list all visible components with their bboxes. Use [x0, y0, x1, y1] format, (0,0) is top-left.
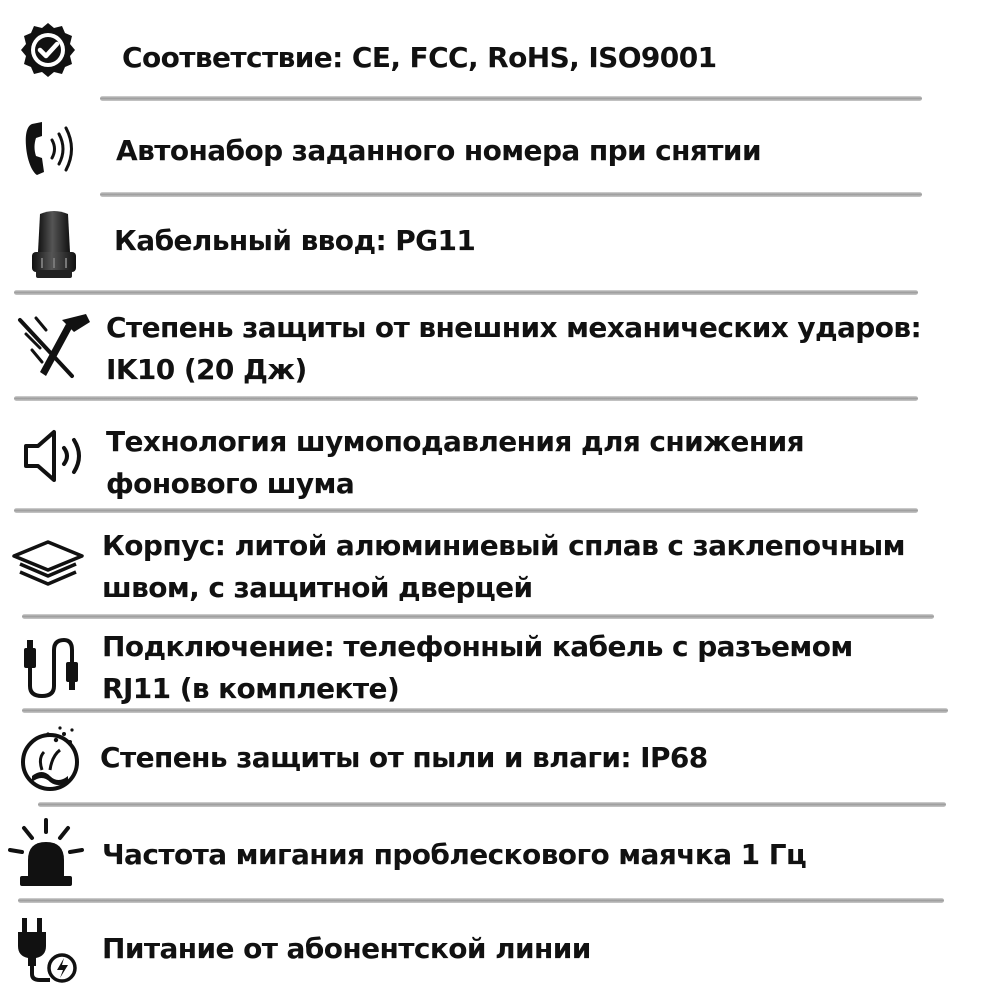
feature-text: Кабельный ввод: PG11 [114, 224, 476, 257]
feature-text: Питание от абонентской линии [102, 932, 591, 965]
feature-row-beacon-frequency [0, 806, 1000, 902]
feature-text-line2: IK10 (20 Дж) [106, 353, 307, 386]
feature-row-impact-protection [0, 296, 1000, 400]
cable-gland-icon [28, 208, 80, 280]
feature-text: Автонабор заданного номера при снятии [116, 134, 761, 167]
feature-row-certification [0, 0, 1000, 100]
hammer-impact-icon [16, 310, 96, 382]
phone-ringing-icon [22, 118, 82, 180]
feature-row-auto-dial [0, 100, 1000, 196]
speaker-icon [22, 426, 94, 486]
feature-text-line1: Корпус: литой алюминиевый сплав с заклепочным [102, 529, 905, 562]
feature-text-line1: Степень защиты от внешних механических ударов: [106, 311, 922, 344]
divider [14, 290, 918, 295]
dust-water-icon [16, 724, 86, 794]
feature-text-line2: швом, с защитной дверцей [102, 571, 533, 604]
feature-row-power [0, 902, 1000, 991]
power-plug-icon [16, 914, 82, 984]
feature-text-line2: RJ11 (в комплекте) [102, 672, 400, 705]
feature-row-noise-reduction [0, 400, 1000, 510]
feature-row-cable-gland [0, 196, 1000, 296]
check-badge-icon [18, 20, 78, 80]
beacon-light-icon [6, 816, 86, 890]
feature-text: Частота мигания проблескового маячка 1 Гц [102, 838, 807, 871]
feature-text-line2: фонового шума [106, 467, 355, 500]
feature-text-line1: Технология шумоподавления для снижения [106, 425, 804, 458]
cable-plug-icon [16, 630, 80, 702]
feature-text: Степень защиты от пыли и влаги: IP68 [100, 741, 708, 774]
feature-row-ingress-protection [0, 712, 1000, 806]
feature-text: Соответствие: CE, FCC, RoHS, ISO9001 [122, 41, 717, 74]
layers-icon [8, 538, 88, 594]
feature-row-housing [0, 510, 1000, 616]
feature-text-line1: Подключение: телефонный кабель с разъемом [102, 630, 853, 663]
feature-row-connection [0, 616, 1000, 712]
